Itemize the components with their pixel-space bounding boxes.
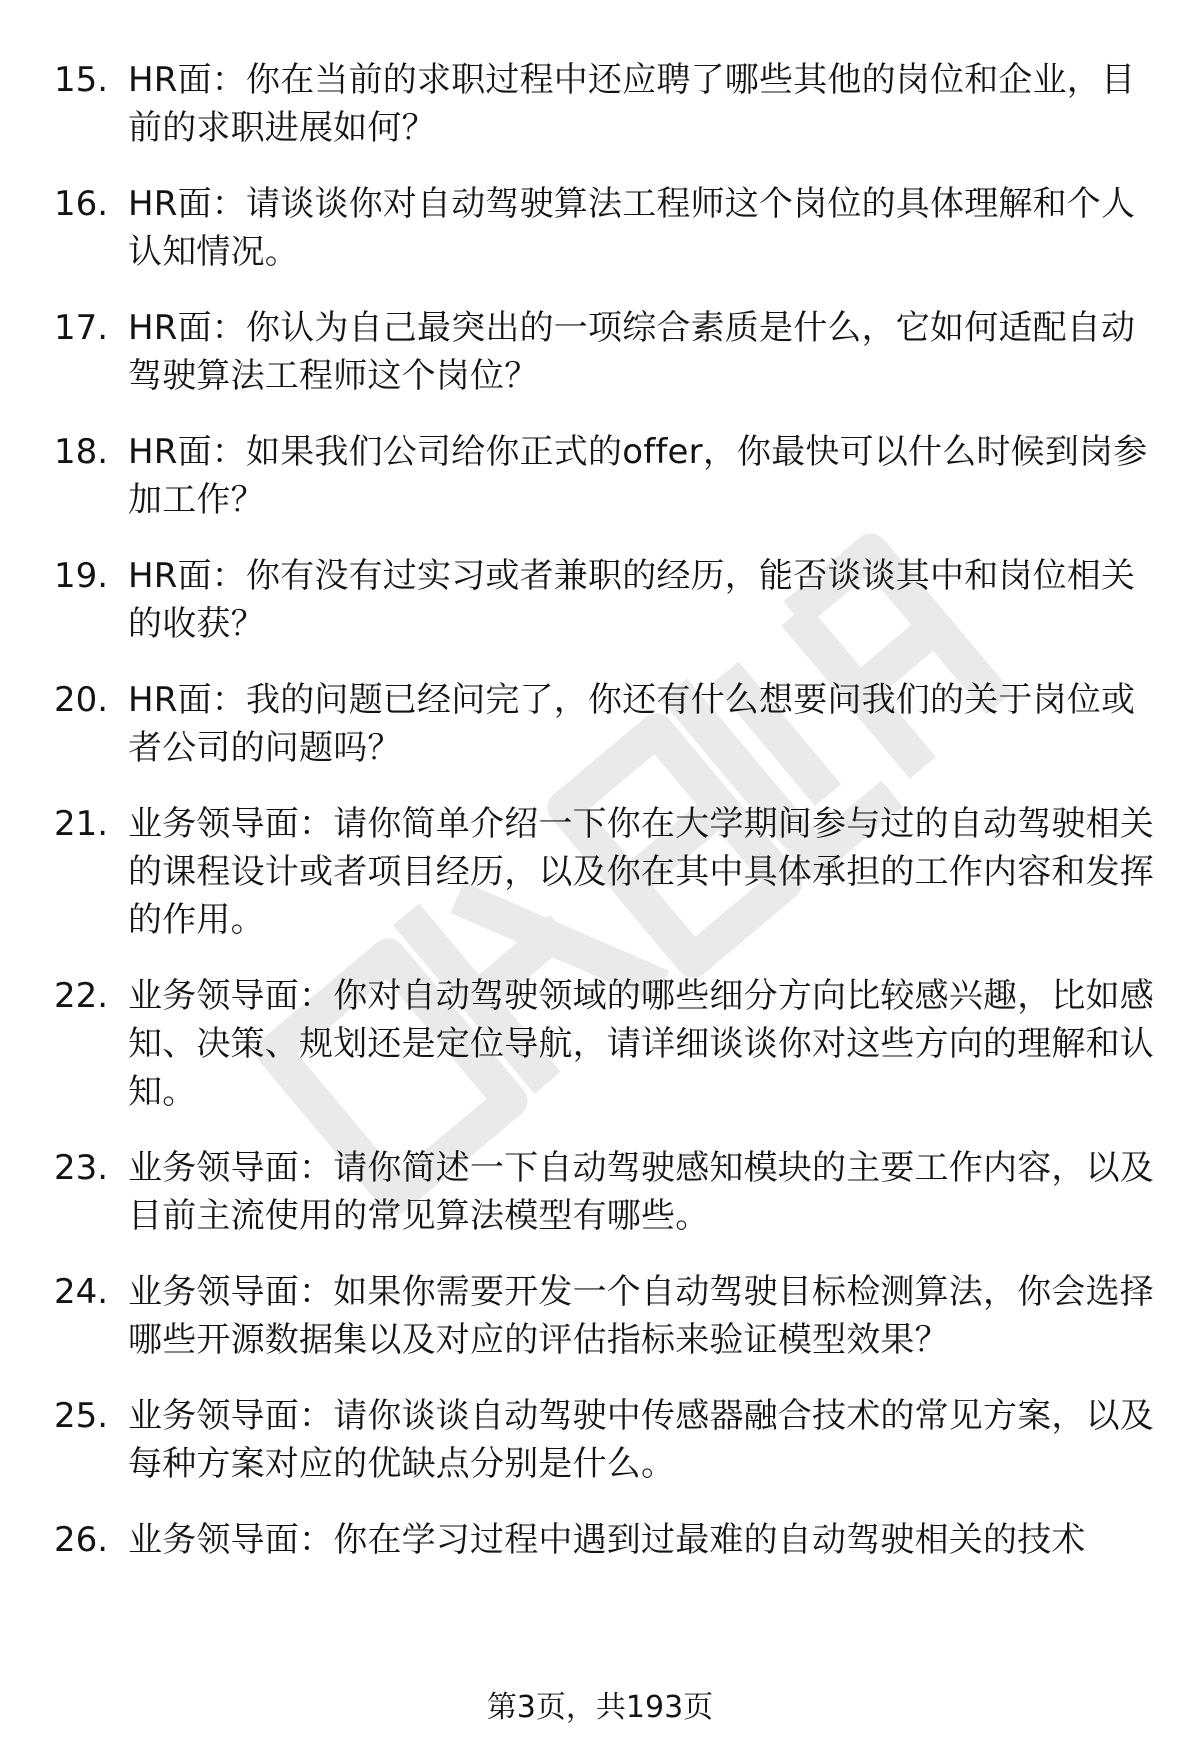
question-text: HR面：请谈谈你对自动驾驶算法工程师这个岗位的具体理解和个人认知情况。 bbox=[128, 184, 1136, 272]
question-list bbox=[54, 56, 1164, 1592]
list-item bbox=[54, 676, 1164, 772]
list-item bbox=[54, 1268, 1164, 1364]
question-number: 25. bbox=[54, 1396, 109, 1436]
list-item bbox=[54, 56, 1164, 152]
question-text: 业务领导面：请你简单介绍一下你在大学期间参与过的自动驾驶相关的课程设计或者项目经历，以及你在其中具体承担的工作内容和发挥的作用。 bbox=[128, 804, 1154, 940]
list-item bbox=[54, 180, 1164, 276]
page-footer bbox=[0, 1688, 1200, 1728]
question-number: 21. bbox=[54, 804, 109, 844]
question-text: HR面：我的问题已经问完了，你还有什么想要问我们的关于岗位或者公司的问题吗？ bbox=[128, 680, 1136, 768]
question-text: HR面：你认为自己最突出的一项综合素质是什么，它如何适配自动驾驶算法工程师这个岗位？ bbox=[128, 308, 1136, 396]
question-number: 26. bbox=[54, 1520, 109, 1560]
question-number: 22. bbox=[54, 976, 109, 1016]
list-item bbox=[54, 800, 1164, 944]
list-item bbox=[54, 304, 1164, 400]
list-item bbox=[54, 1392, 1164, 1488]
question-number: 24. bbox=[54, 1272, 109, 1312]
question-number: 17. bbox=[54, 308, 109, 348]
question-text: HR面：如果我们公司给你正式的offer，你最快可以什么时候到岗参加工作？ bbox=[128, 432, 1148, 520]
question-text: 业务领导面：你对自动驾驶领域的哪些细分方向比较感兴趣，比如感知、决策、规划还是定位导航，请详细谈谈你对这些方向的理解和认知。 bbox=[128, 976, 1154, 1112]
question-number: 15. bbox=[54, 60, 109, 100]
question-number: 18. bbox=[54, 432, 109, 472]
question-text: 业务领导面：请你简述一下自动驾驶感知模块的主要工作内容，以及目前主流使用的常见算法模型有哪些。 bbox=[128, 1148, 1154, 1236]
list-item bbox=[54, 972, 1164, 1116]
question-text: 业务领导面：如果你需要开发一个自动驾驶目标检测算法，你会选择哪些开源数据集以及对应的评估指标来验证模型效果？ bbox=[128, 1272, 1154, 1360]
page-number-label: 第3页，共193页 bbox=[486, 1690, 714, 1725]
question-number: 20. bbox=[54, 680, 109, 720]
question-text: HR面：你有没有过实习或者兼职的经历，能否谈谈其中和岗位相关的收获？ bbox=[128, 556, 1136, 644]
list-item bbox=[54, 1516, 1164, 1564]
question-number: 23. bbox=[54, 1148, 109, 1188]
list-item bbox=[54, 1144, 1164, 1240]
question-text: 业务领导面：请你谈谈自动驾驶中传感器融合技术的常见方案，以及每种方案对应的优缺点分别是什么。 bbox=[128, 1396, 1154, 1484]
question-text: 业务领导面：你在学习过程中遇到过最难的自动驾驶相关的技术 bbox=[128, 1520, 1086, 1560]
question-number: 16. bbox=[54, 184, 109, 224]
question-text: HR面：你在当前的求职过程中还应聘了哪些其他的岗位和企业，目前的求职进展如何？ bbox=[128, 60, 1136, 148]
list-item bbox=[54, 552, 1164, 648]
question-number: 19. bbox=[54, 556, 109, 596]
list-item bbox=[54, 428, 1164, 524]
